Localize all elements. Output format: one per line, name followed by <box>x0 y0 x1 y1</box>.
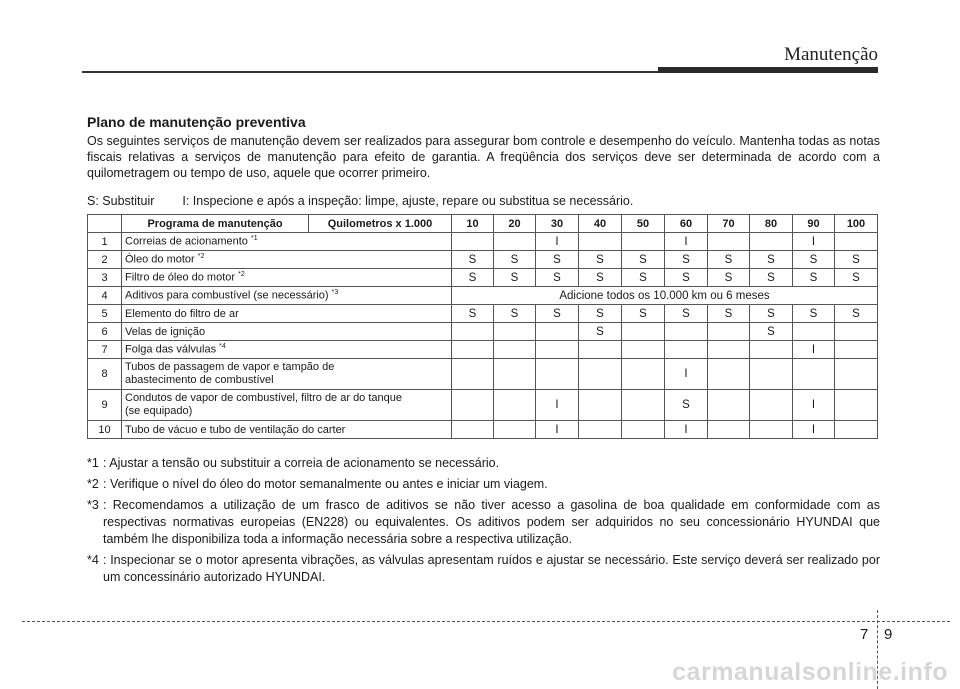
schedule-cell: S <box>452 269 494 287</box>
footer-rule <box>22 621 950 622</box>
row-footnote-ref: *4 <box>219 343 226 351</box>
schedule-cell <box>452 233 494 251</box>
schedule-cell: S <box>536 305 579 323</box>
schedule-cell: S <box>622 305 665 323</box>
schedule-cell: S <box>750 251 793 269</box>
row-number: 1 <box>88 233 122 251</box>
schedule-cell: S <box>835 305 878 323</box>
schedule-cell <box>708 323 750 341</box>
schedule-cell: I <box>665 421 708 439</box>
row-item-label: Tubo de vácuo e tubo de ventilação do carter <box>125 423 346 436</box>
page-number: 9 <box>884 626 893 643</box>
row-number: 4 <box>88 287 122 305</box>
schedule-cell <box>665 323 708 341</box>
schedule-cell: S <box>750 305 793 323</box>
row-item-label: Elemento do filtro de ar <box>125 307 239 320</box>
schedule-cell: S <box>579 305 622 323</box>
page-header-title: Manutenção <box>784 44 878 65</box>
footnotes <box>87 455 880 590</box>
row-footnote-ref: *2 <box>197 253 205 261</box>
schedule-cell <box>835 359 878 390</box>
schedule-cell: S <box>665 390 708 421</box>
table-row <box>88 269 878 287</box>
schedule-cell <box>835 323 878 341</box>
schedule-cell: S <box>494 251 536 269</box>
schedule-cell: S <box>452 251 494 269</box>
row-footnote-ref: *2 <box>238 271 245 279</box>
schedule-cell <box>579 421 622 439</box>
row-number: 3 <box>88 269 122 287</box>
table-row <box>88 390 878 421</box>
table-row <box>88 305 878 323</box>
schedule-cell: S <box>835 269 878 287</box>
schedule-cell <box>622 323 665 341</box>
schedule-cell <box>452 323 494 341</box>
schedule-cell <box>452 421 494 439</box>
legend-line <box>87 194 633 208</box>
row-item-label: Folga das válvulas <box>125 343 217 356</box>
schedule-cell: I <box>536 233 579 251</box>
schedule-cell <box>793 359 835 390</box>
legend-substitute: S: Substituir <box>87 194 155 208</box>
schedule-cell: I <box>665 359 708 390</box>
footnote-key: *2 <box>87 477 99 491</box>
schedule-cell: I <box>793 390 835 421</box>
row-item <box>122 233 452 251</box>
section-title: Plano de manutenção preventiva <box>87 114 306 130</box>
schedule-cell <box>494 390 536 421</box>
row-number: 7 <box>88 341 122 359</box>
schedule-cell: S <box>665 305 708 323</box>
footnote-key: *1 <box>87 456 99 470</box>
row-item <box>122 287 452 305</box>
schedule-cell <box>494 421 536 439</box>
header-col: 40 <box>579 215 622 233</box>
row-item-line: Condutos de vapor de combustível, filtro de ar do tanque <box>125 392 403 404</box>
schedule-cell <box>835 421 878 439</box>
chapter-number: 7 <box>860 626 869 643</box>
header-col: 70 <box>708 215 750 233</box>
table-row <box>88 233 878 251</box>
header-km: Quilometros x 1.000 <box>309 215 452 233</box>
schedule-cell: S <box>793 251 835 269</box>
schedule-cell: I <box>793 341 835 359</box>
footnote-text: : Inspecionar se o motor apresenta vibrações, as válvulas apresentam ruídos e ajustar se necessário. Este serviço deverá ser realizado por um concessinário autorizado HYUNDAI. <box>103 553 880 584</box>
schedule-cell: S <box>708 251 750 269</box>
schedule-cell: S <box>622 269 665 287</box>
schedule-cell <box>708 359 750 390</box>
row-item-label: Óleo do motor <box>125 253 195 266</box>
table-row <box>88 323 878 341</box>
row-item <box>122 251 452 269</box>
schedule-cell: S <box>708 305 750 323</box>
header-col: 60 <box>665 215 708 233</box>
schedule-cell <box>750 233 793 251</box>
schedule-cell: S <box>579 251 622 269</box>
row-item-line: abastecimento de combustível <box>125 374 274 386</box>
row-number: 10 <box>88 421 122 439</box>
row-item-label: Correias de acionamento <box>125 235 248 248</box>
header-rule-thick <box>658 67 878 73</box>
schedule-cell: S <box>622 251 665 269</box>
schedule-cell: S <box>835 251 878 269</box>
header-col: 50 <box>622 215 665 233</box>
row-number: 6 <box>88 323 122 341</box>
schedule-cell: S <box>750 323 793 341</box>
schedule-cell: S <box>494 305 536 323</box>
schedule-cell: S <box>793 269 835 287</box>
table-row <box>88 287 878 305</box>
header-num <box>88 215 122 233</box>
schedule-cell: S <box>750 269 793 287</box>
schedule-cell <box>579 341 622 359</box>
table-row <box>88 341 878 359</box>
row-item <box>122 269 452 287</box>
schedule-cell <box>536 323 579 341</box>
footnote-text: : Recomendamos a utilização de um frasco de aditivos se não tiver acesso a gasolina de boa qualidade em conformidade com as respectivas normativas europeias (EN228) ou equivalentes. Os aditivos podem ser adquiridos no seu concessionário HYUNDAI que também lhe disponibiliza toda a informação necessária sobre a respectiva utilização. <box>103 498 880 546</box>
schedule-cell <box>452 390 494 421</box>
footnote-text: : Verifique o nível do óleo do motor semanalmente ou antes e iniciar um viagem. <box>103 477 548 491</box>
schedule-cell: S <box>793 305 835 323</box>
schedule-cell: I <box>536 390 579 421</box>
header-col: 100 <box>835 215 878 233</box>
row-item-line: Tubos de passagem de vapor e tampão de <box>125 361 335 373</box>
schedule-cell <box>750 421 793 439</box>
schedule-cell <box>793 323 835 341</box>
row-item <box>122 390 452 421</box>
schedule-cell <box>835 390 878 421</box>
table-row <box>88 421 878 439</box>
schedule-cell: I <box>536 421 579 439</box>
row-item <box>122 305 452 323</box>
schedule-cell: I <box>793 233 835 251</box>
footnote <box>87 497 880 548</box>
schedule-cell <box>622 341 665 359</box>
schedule-cell: I <box>793 421 835 439</box>
schedule-cell <box>536 359 579 390</box>
watermark: carmanualsonline.info <box>672 658 948 686</box>
schedule-cell <box>494 359 536 390</box>
footnote <box>87 552 880 586</box>
schedule-cell <box>835 341 878 359</box>
footnote-text: : Ajustar a tensão ou substituir a correia de acionamento se necessário. <box>103 456 500 470</box>
schedule-cell <box>750 341 793 359</box>
schedule-cell: S <box>665 269 708 287</box>
schedule-cell <box>708 421 750 439</box>
maintenance-schedule-table <box>87 214 878 439</box>
row-item-line: (se equipado) <box>125 405 193 417</box>
schedule-cell: S <box>536 269 579 287</box>
header-col: 10 <box>452 215 494 233</box>
schedule-cell <box>494 233 536 251</box>
table-row <box>88 251 878 269</box>
row-item-label: Filtro de óleo do motor <box>125 271 236 284</box>
intro-paragraph: Os seguintes serviços de manutenção devem ser realizados para assegurar bom controle e desempenho do veículo. Mantenha todas as notas fiscais relativas a serviços de manutenção para efeito de garantia. A freqüência dos serviços deve ser determinada de acordo com a quilometragem ou tempo de uso, aquele que ocorrer primeiro. <box>87 134 880 180</box>
schedule-cell <box>452 341 494 359</box>
footnote <box>87 455 880 472</box>
schedule-cell: I <box>665 233 708 251</box>
row-number: 9 <box>88 390 122 421</box>
schedule-cell <box>579 233 622 251</box>
row-number: 8 <box>88 359 122 390</box>
row-item-label: Aditivos para combustível (se necessário) <box>125 289 329 302</box>
footnote-key: *4 <box>87 553 99 567</box>
schedule-cell <box>536 341 579 359</box>
schedule-cell: S <box>579 269 622 287</box>
schedule-cell: S <box>708 269 750 287</box>
schedule-cell <box>622 390 665 421</box>
header-col: 30 <box>536 215 579 233</box>
schedule-cell <box>452 359 494 390</box>
schedule-cell <box>708 390 750 421</box>
schedule-cell: S <box>579 323 622 341</box>
row-footnote-ref: *3 <box>331 289 339 297</box>
footnote <box>87 476 880 493</box>
schedule-cell <box>750 390 793 421</box>
table-row <box>88 359 878 390</box>
footnote-key: *3 <box>87 498 99 512</box>
row-item <box>122 421 452 439</box>
header-col: 20 <box>494 215 536 233</box>
row-span-note: Adicione todos os 10.000 km ou 6 meses <box>452 287 878 305</box>
schedule-cell <box>708 233 750 251</box>
schedule-cell <box>579 359 622 390</box>
header-col: 90 <box>793 215 835 233</box>
schedule-cell <box>494 341 536 359</box>
schedule-cell: S <box>494 269 536 287</box>
row-number: 2 <box>88 251 122 269</box>
header-program: Programa de manutenção <box>122 215 309 233</box>
row-item <box>122 323 452 341</box>
header-col: 80 <box>750 215 793 233</box>
schedule-cell <box>579 390 622 421</box>
schedule-cell <box>708 341 750 359</box>
schedule-cell <box>835 233 878 251</box>
schedule-cell: S <box>536 251 579 269</box>
schedule-cell <box>622 421 665 439</box>
schedule-cell: S <box>452 305 494 323</box>
schedule-cell <box>494 323 536 341</box>
schedule-cell <box>622 233 665 251</box>
legend-inspect: I: Inspecione e após a inspeção: limpe, ajuste, repare ou substitua se necessário. <box>182 194 634 208</box>
row-item-label: Velas de ignição <box>125 325 206 338</box>
row-item <box>122 341 452 359</box>
schedule-cell <box>665 341 708 359</box>
table-header-row <box>88 215 878 233</box>
row-item <box>122 359 452 390</box>
schedule-cell <box>622 359 665 390</box>
schedule-cell: S <box>665 251 708 269</box>
schedule-cell <box>750 359 793 390</box>
row-footnote-ref: *1 <box>250 235 258 243</box>
row-number: 5 <box>88 305 122 323</box>
